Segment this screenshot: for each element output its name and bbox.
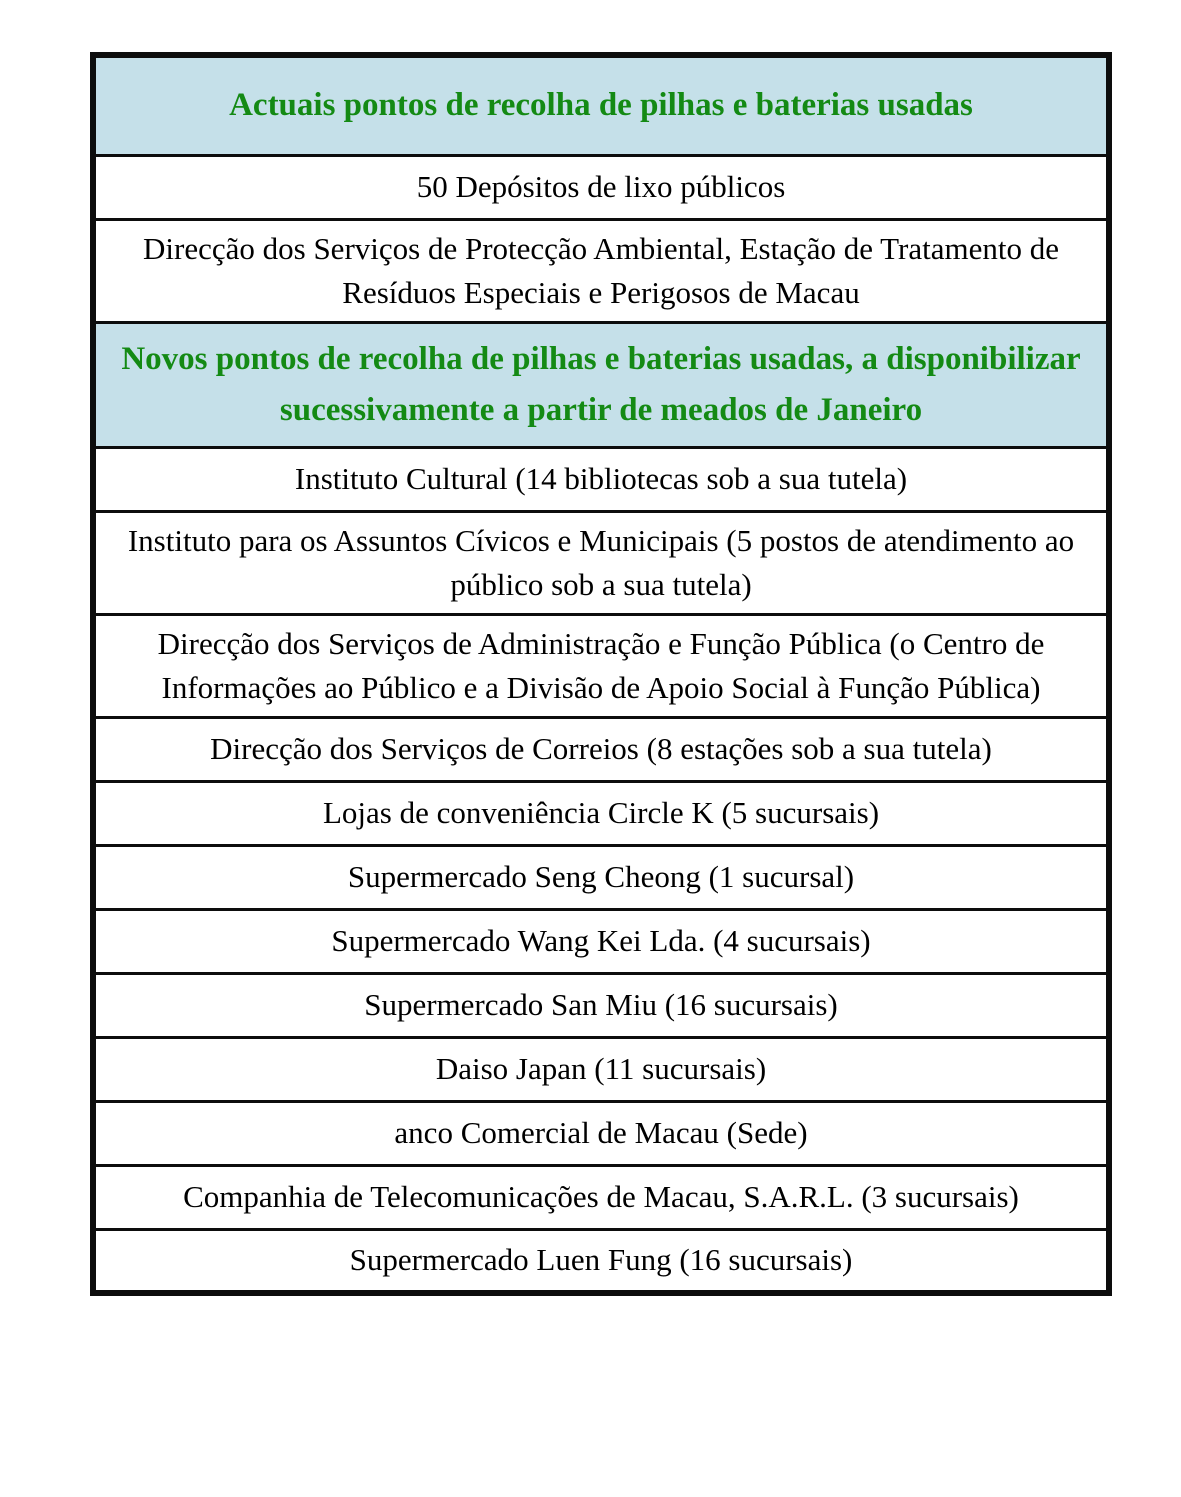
table-row [93,447,1109,511]
collection-point-row: Direcção dos Serviços de Correios (8 estações sob a sua tutela) [93,717,1109,781]
collection-point-row: Daiso Japan (11 sucursais) [93,1037,1109,1101]
table-row [93,155,1109,219]
collection-point-row: Direcção dos Serviços de Protecção Ambiental, Estação de Tratamento de Resíduos Especiais e Perigosos de Macau [93,219,1109,322]
collection-point-row: Supermercado Luen Fung (16 sucursais) [93,1229,1109,1293]
table-row [93,219,1109,322]
table-row [93,973,1109,1037]
table-row [93,511,1109,614]
collection-points-table [90,52,1112,1296]
table-row [93,1165,1109,1229]
collection-point-row: Supermercado San Miu (16 sucursais) [93,973,1109,1037]
collection-point-row: 50 Depósitos de lixo públicos [93,155,1109,219]
collection-point-row: Instituto para os Assuntos Cívicos e Municipais (5 postos de atendimento ao público sob a sua tutela) [93,511,1109,614]
collection-point-row: Supermercado Seng Cheong (1 sucursal) [93,845,1109,909]
table-row [93,909,1109,973]
collection-point-row: Companhia de Telecomunicações de Macau, S.A.R.L. (3 sucursais) [93,1165,1109,1229]
table-row [93,1101,1109,1165]
table-row [93,781,1109,845]
collection-point-row: Instituto Cultural (14 bibliotecas sob a sua tutela) [93,447,1109,511]
section-header-current-points: Actuais pontos de recolha de pilhas e baterias usadas [93,55,1109,155]
table-row [93,614,1109,717]
collection-point-row: Direcção dos Serviços de Administração e Função Pública (o Centro de Informações ao Público e a Divisão de Apoio Social à Função Pública) [93,614,1109,717]
table-row [93,845,1109,909]
table-row [93,55,1109,155]
section-header-new-points: Novos pontos de recolha de pilhas e baterias usadas, a disponibilizar sucessivamente a partir de meados de Janeiro [93,322,1109,447]
collection-point-row: Lojas de conveniência Circle K (5 sucursais) [93,781,1109,845]
table-row [93,717,1109,781]
page [0,52,1181,1497]
collection-points-table-container [90,52,1112,1296]
collection-point-row: Supermercado Wang Kei Lda. (4 sucursais) [93,909,1109,973]
table-row [93,1037,1109,1101]
collection-point-row: anco Comercial de Macau (Sede) [93,1101,1109,1165]
table-row [93,322,1109,447]
table-row [93,1229,1109,1293]
